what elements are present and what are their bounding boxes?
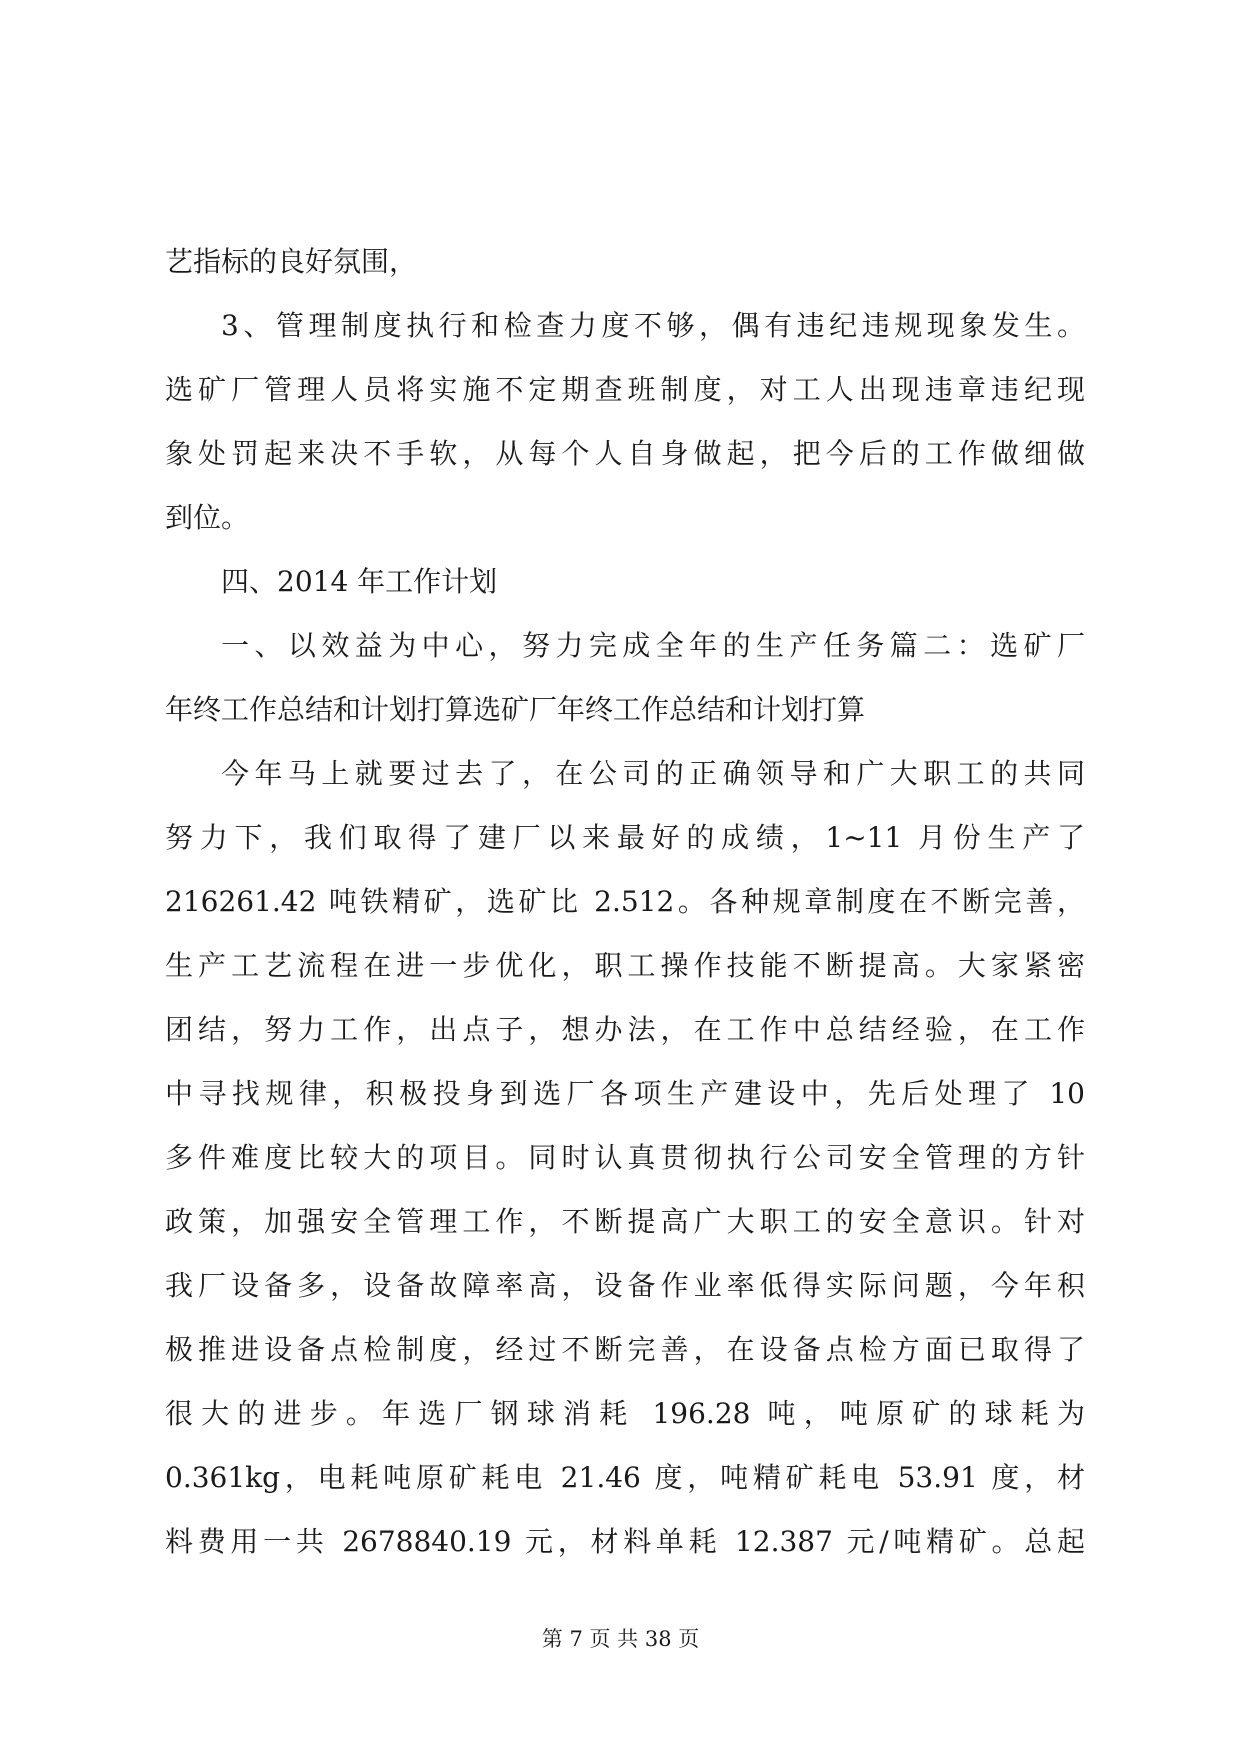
text-line: 3、管理制度执行和检查力度不够，偶有违纪违规现象发生。 — [221, 309, 1085, 342]
text-line: 年终工作总结和计划打算选矿厂年终工作总结和计划打算 — [165, 693, 866, 726]
text-line: 团结，努力工作，出点子，想办法，在工作中总结经验，在工作 — [165, 1013, 1085, 1046]
text-line: 一、以效益为中心，努力完成全年的生产任务篇二：选矿厂 — [221, 629, 1085, 662]
text-line: 四、2014 年工作计划 — [221, 565, 498, 598]
text-line: 极推进设备点检制度，经过不断完善，在设备点检方面已取得了 — [165, 1333, 1085, 1366]
text-line: 0.361kg，电耗吨原矿耗电 21.46 度，吨精矿耗电 53.91 度，材 — [165, 1461, 1085, 1494]
page-footer: 第 7 页 共 38 页 — [541, 1627, 700, 1651]
text-line: 我厂设备多，设备故障率高，设备作业率低得实际问题，今年积 — [165, 1269, 1085, 1302]
text-line: 象处罚起来决不手软，从每个人自身做起，把今后的工作做细做 — [165, 437, 1085, 470]
text-line: 中寻找规律，积极投身到选厂各项生产建设中，先后处理了 10 — [165, 1077, 1085, 1110]
text-line: 生产工艺流程在进一步优化，职工操作技能不断提高。大家紧密 — [165, 949, 1085, 982]
text-line: 到位。 — [165, 501, 250, 534]
document-body — [165, 230, 1085, 1574]
text-line: 多件难度比较大的项目。同时认真贯彻执行公司安全管理的方针 — [165, 1141, 1085, 1174]
text-line: 艺指标的良好氛围， — [165, 245, 418, 278]
text-line: 今年马上就要过去了，在公司的正确领导和广大职工的共同 — [221, 757, 1085, 790]
text-line: 选矿厂管理人员将实施不定期查班制度，对工人出现违章违纪现 — [165, 373, 1085, 406]
text-line: 216261.42 吨铁精矿，选矿比 2.512。各种规章制度在不断完善， — [165, 885, 1085, 918]
text-line: 努力下，我们取得了建厂以来最好的成绩，1~11 月份生产了 — [165, 821, 1085, 854]
text-line: 政策，加强安全管理工作，不断提高广大职工的安全意识。针对 — [165, 1205, 1085, 1238]
text-line: 很大的进步。年选厂钢球消耗 196.28 吨，吨原矿的球耗为 — [165, 1397, 1085, 1430]
text-line: 料费用一共 2678840.19 元，材料单耗 12.387 元/吨精矿。总起 — [165, 1525, 1085, 1558]
